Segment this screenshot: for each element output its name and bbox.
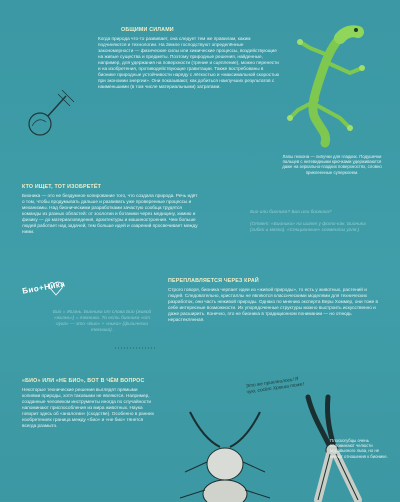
gecko-illustration [270, 18, 380, 158]
who-looks-body: Бионика — это не бездумное копирование того, что создала природа. Речь идёт о том, чтобы продумывать дальше и развивать уже проверенные процессы и механизмы. Над бионическими разработками зачастую сообща трудятся команды из разных областей: от зоологии и ботаники через медицину, химию и физику — до материаловедения, архитектуры и машиностроения. Чем больше людей работает над задачей, тем больше идей и озарений просвечивает между ними. [22, 193, 198, 234]
divider [115, 346, 155, 350]
bionika-badge [22, 281, 78, 299]
gecko-caption: Лапы геккона — липучки для гладких. Подушечки пальцев с нитевидными крючками удерживаются даже на зеркально-гладких поверхностях, словно приклеенные суперклеем. [282, 154, 382, 175]
pliers-caption: Плоскогубцы очень напоминают челюсти муравьиного льва, но не имеют отношения к бионике. [330, 438, 388, 459]
magnifier-sketch-icon [18, 86, 78, 146]
handwritten-note: Это же приклеилось! Я чую, сосёт Хрюша тоже! [245, 377, 305, 396]
antlion-sketch-icon [170, 402, 280, 502]
common-forces-body: Когда природа что-то развивает, она следует тем же правилам, каким подчиняются и технологии. На Земле господствуют определённые закономерности — физические силы или химические процессы, воздействующие на живые существа и предметы. Поэтому природные решения, найденные, например, для удержания на поверхности (трение и сцепление), можно перенести и на изобретения, противодействующие гравитации. Также востребованы в бионике природные устойчивости наряду с лёгкостью и «максимальной скоростью при экономии энергии». Они показывают, как добиться наилучших результатов с наименьшими (в том числе материальными) затратами. [98, 36, 280, 89]
common-forces-heading: ОБЩИМИ СИЛАМИ [121, 27, 174, 33]
bio-or-not-heading: «БИО» ИЛИ «НЕ БИО», ВОТ В ЧЁМ ВОПРОС [22, 378, 145, 384]
quiz-question: Био или бионика? Био или бионика? [250, 210, 332, 215]
who-looks-heading: КТО ИЩЕТ, ТОТ ИЗОБРЕТЁТ [22, 184, 102, 190]
translation-body: Строго говоря, бионика черпает идеи из «живой природы», то есть у животных, растений и людей. Следовательно, кристаллы не являются классическими моделями для технических разработок, они часть неживой природы. Однако по мнению эксперта Веры Хоммер, они тоже в себе интересные возможности. Их упорядоченные структуры можно выстроить искусственно и даже расширить. Конечно, это не бионика в традиционном понимании — но отнюдь нерастеклянная. [168, 287, 379, 322]
translation-heading: ПЕРЕПЛАВЛЯЕТСЯ ЧЕРЕЗ КРАЙ [168, 278, 259, 284]
bionika-note: Био = Жизнь. Бионика от слова Био (живой «жизнь») = техника. То есть бионика «от лука» — это «Био» + «ника» (физически техника). [52, 310, 152, 333]
bionika-label: Био+Ника [21, 279, 66, 296]
bio-or-not-body: Некоторые технические решения выглядят прямыми копиями природы, хотя таковыми не являются. Например, созданные человеком инструменты иногда по случайности напоминают приспособления из мира животных. Наука говорит здесь об «аналогии» (сходстве). Особенно в ранних изобретениях граница между «био» и «не био» тянется всегда размыто. [22, 387, 154, 428]
quiz-answer: (Ответ: «Бионика» на шапке у фото-как. Бионика (гибко и мягко). «Секционные» сегменты угля.) [250, 222, 366, 233]
